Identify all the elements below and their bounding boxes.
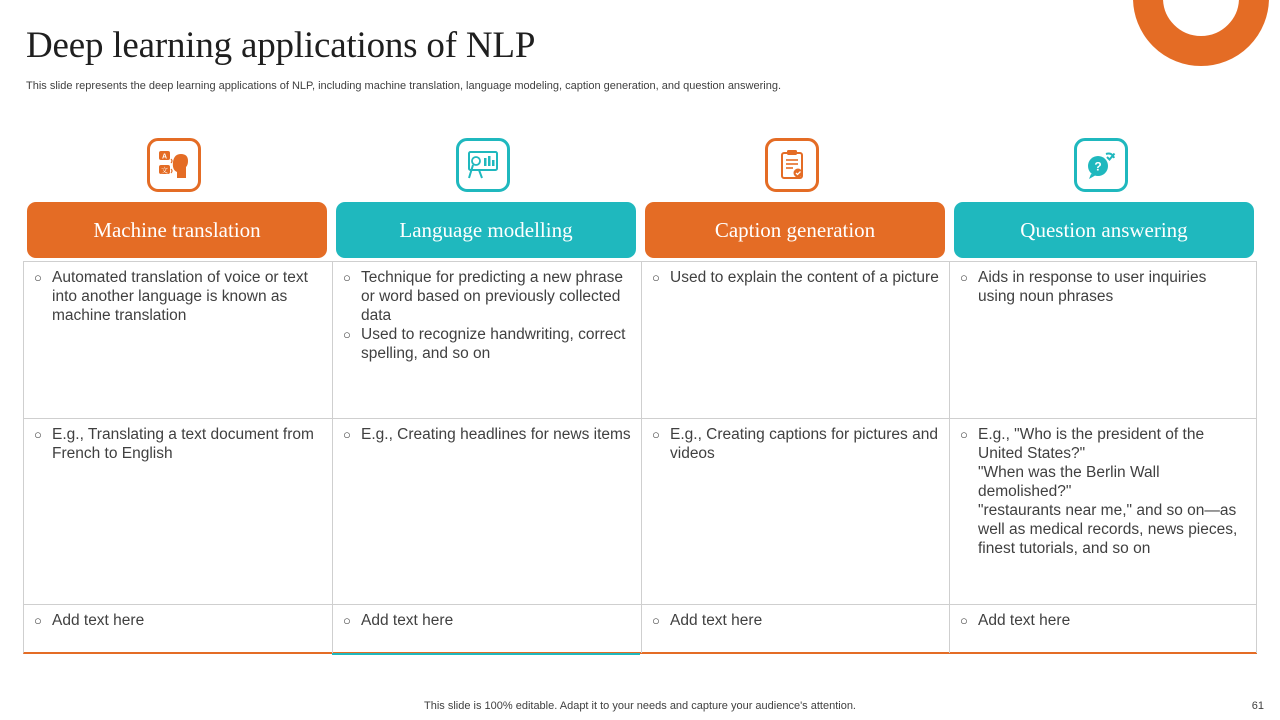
header-caption-generation: Caption generation: [645, 202, 945, 258]
svg-text:文: 文: [161, 167, 168, 175]
table-cell: [333, 419, 642, 605]
table-cell: [950, 419, 1257, 605]
svg-text:A: A: [161, 153, 168, 161]
list-item: ○ Add text here: [652, 612, 763, 629]
header-language-modelling: Language modelling: [336, 202, 636, 258]
table-cell: [24, 262, 333, 419]
list-item: ○ Add text here: [343, 612, 454, 629]
header-question-answering: Question answering: [954, 202, 1254, 258]
list-item: ○ E.g., "Who is the president of the United States?" "When was the Berlin Wall demolished?" "restaurants near me," and so on—as well as medical records, news pieces, finest tutorials, and so on: [960, 426, 1238, 557]
page-number: 61: [1251, 700, 1264, 712]
table-cell: [642, 605, 950, 653]
decorative-ring-icon: [1133, 0, 1269, 66]
clipboard-icon: [765, 138, 819, 192]
table-cell: [333, 605, 642, 653]
question-chat-icon: [1074, 138, 1128, 192]
content-table: [23, 261, 1257, 654]
header-machine-translation: Machine translation: [27, 202, 327, 258]
list-item: ○ E.g., Creating headlines for news items: [343, 426, 631, 443]
list-item: ○ Add text here: [960, 612, 1071, 629]
table-cell: [24, 605, 333, 653]
list-item: ○ Used to explain the content of a picture: [652, 269, 939, 286]
list-item: ○ Aids in response to user inquiries using noun phrases: [960, 269, 1207, 305]
slide-footer: This slide is 100% editable. Adapt it to your needs and capture your audience's attention.: [424, 700, 856, 712]
table-cell: [333, 262, 642, 419]
slide-subtitle: This slide represents the deep learning applications of NLP, including machine translation, language modeling, caption generation, and question answering.: [26, 80, 782, 92]
table-cell: [642, 419, 950, 605]
translate-icon: [147, 138, 201, 192]
list-item: ○ E.g., Translating a text document from French to English: [34, 426, 314, 462]
table-cell: [24, 419, 333, 605]
list-item: ○ Technique for predicting a new phrase or word based on previously collected data: [343, 269, 623, 324]
presentation-chart-icon: [456, 138, 510, 192]
svg-text:?: ?: [1094, 159, 1102, 174]
list-item: ○ Automated translation of voice or text into another language is known as machine translation: [34, 269, 308, 324]
table-cell: [642, 262, 950, 419]
slide-title: Deep learning applications of NLP: [26, 25, 536, 66]
list-item: ○ Used to recognize handwriting, correct spelling, and so on: [343, 326, 626, 362]
accent-line: [332, 653, 640, 655]
list-item: ○ Add text here: [34, 612, 145, 629]
table-cell: [950, 605, 1257, 653]
list-item: ○ E.g., Creating captions for pictures and videos: [652, 426, 938, 462]
table-cell: [950, 262, 1257, 419]
